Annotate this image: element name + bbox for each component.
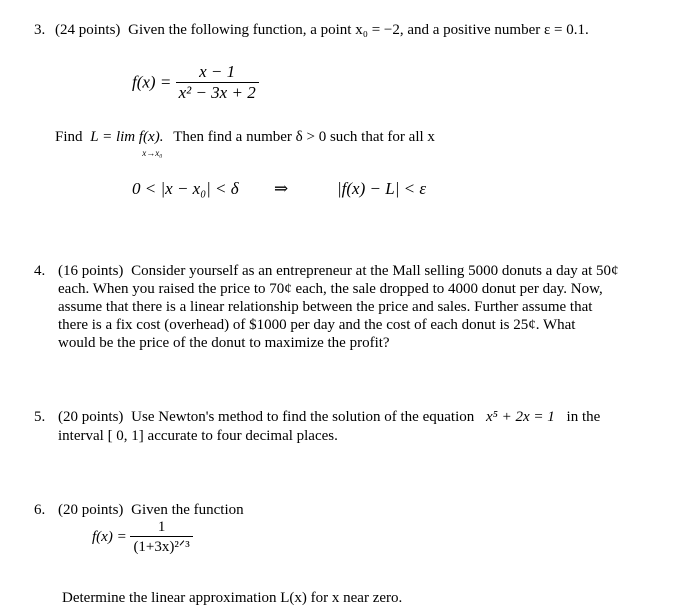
problem-4-line-5: would be the price of the donut to maximize the profit? <box>58 335 390 351</box>
problem-5-text-after: in the <box>566 409 601 425</box>
problem-3-function <box>132 62 259 103</box>
problem-6-points: (20 points) <box>58 502 124 518</box>
problem-3-numerator: x − 1 <box>199 62 236 81</box>
problem-3-number: 3. <box>34 22 46 38</box>
problem-4-points: (16 points) <box>58 263 124 279</box>
problem-6-question: Determine the linear approximation L(x) for x near zero. <box>62 590 403 606</box>
problem-6-number: 6. <box>34 502 46 518</box>
problem-6-function-lhs: f(x) = <box>92 529 127 545</box>
problem-3-fraction <box>176 62 259 103</box>
problem-6-fraction <box>130 519 192 556</box>
problem-5-text-before: Use Newton's method to find the solution of the equation <box>131 409 475 425</box>
problem-3-condition-left: 0 < |x − x₀| < δ <box>132 179 239 198</box>
problem-3-limit-sub: x→x₀ <box>142 148 163 158</box>
problem-6-line-1 <box>58 501 244 519</box>
problem-4-number: 4. <box>34 263 46 279</box>
problem-4-line-1 <box>58 262 619 280</box>
problem-3-limit-expr: L = lim f(x). <box>90 129 164 145</box>
problem-5-points: (20 points) <box>58 409 124 425</box>
problem-6-denominator: (1+3x)²ᐟ³ <box>133 539 190 555</box>
problem-5-equation: x⁵ + 2x = 1 <box>486 409 555 425</box>
problem-4-line-3: assume that there is a linear relationship between the price and sales. Further assume that <box>58 299 593 315</box>
problem-5-line-1 <box>58 408 600 426</box>
problem-5-number: 5. <box>34 409 46 425</box>
problem-3-then-text: Then find a number δ > 0 such that for all x <box>173 129 435 145</box>
problem-5-line-2: interval [ 0, 1] accurate to four decimal places. <box>58 428 338 444</box>
problem-3-points: (24 points) <box>55 22 121 38</box>
problem-4-line-2: each. When you raised the price to 70¢ each, the sale dropped to 4000 donut per day. Now, <box>58 281 603 297</box>
problem-6-function <box>92 519 193 556</box>
problem-6-numerator: 1 <box>157 519 166 535</box>
problem-6-intro: Given the function <box>131 502 244 518</box>
problem-4-line-4: there is a fix cost (overhead) of $1000 per day and the cost of each donut is 25¢. What <box>58 317 576 333</box>
problem-3-denominator: x² − 3x + 2 <box>178 83 256 102</box>
problem-3-implies: ⇒ <box>274 179 289 198</box>
problem-3-header <box>34 21 589 39</box>
problem-3-intro: Given the following function, a point x₀ = −2, and a positive number ε = 0.1. <box>128 22 589 38</box>
problem-3-condition-right: |f(x) − L| < ε <box>337 179 427 198</box>
problem-3-find-text: Find <box>55 129 83 145</box>
problem-3-function-lhs: f(x) = <box>132 72 172 92</box>
problem-3-find-line <box>55 128 435 158</box>
problem-4-text-1: Consider yourself as an entrepreneur at the Mall selling 5000 donuts a day at 50¢ <box>131 263 619 279</box>
